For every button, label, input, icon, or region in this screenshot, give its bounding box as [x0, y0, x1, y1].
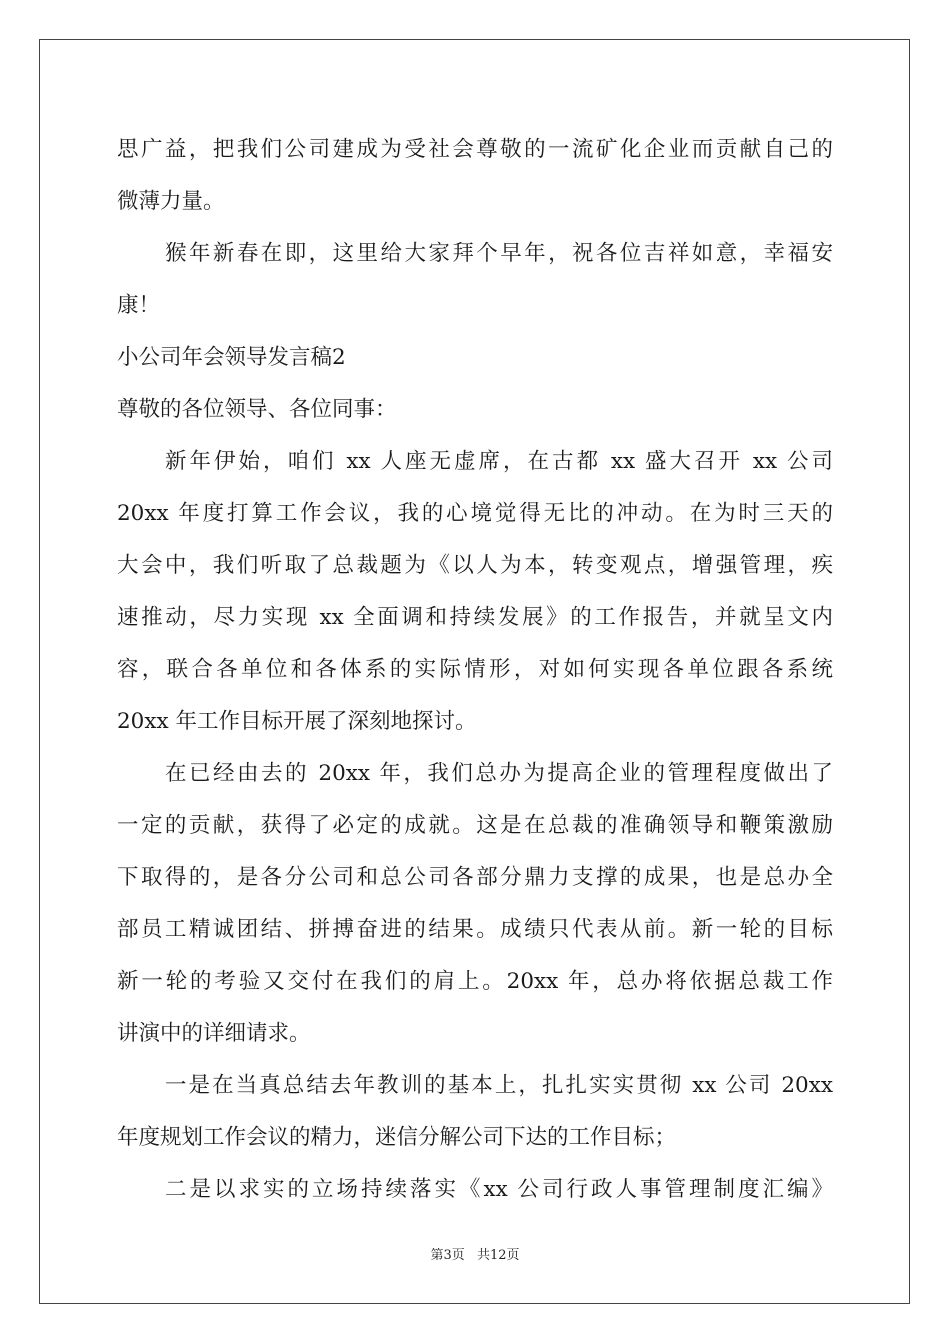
text-line: 猴年新春在即，这里给大家拜个早年，祝各位吉祥如意，幸福安 [165, 241, 833, 266]
text-line: 二是以求实的立场持续落实《xx 公司行政人事管理制度汇编》 [165, 1177, 833, 1202]
text-line: 微薄力量。 [117, 189, 225, 214]
section-heading: 小公司年会领导发言稿2 [117, 345, 346, 370]
page-total: 共12页 [476, 1248, 520, 1263]
text-line: 一定的贡献，获得了必定的成就。这是在总裁的准确领导和鞭策激励 [117, 813, 833, 838]
text-line: 思广益，把我们公司建成为受社会尊敬的一流矿化企业而贡献自己的 [117, 137, 833, 162]
text-line: 大会中，我们听取了总裁题为《以人为本，转变观点，增强管理，疾 [117, 553, 833, 578]
text-line: 20xx 年工作目标开展了深刻地探讨。 [117, 709, 477, 734]
text-line: 在已经由去的 20xx 年，我们总办为提高企业的管理程度做出了 [165, 761, 833, 786]
text-line: 部员工精诚团结、拼搏奋进的结果。成绩只代表从前。新一轮的目标 [117, 917, 833, 942]
document-body [117, 124, 833, 1216]
text-line: 20xx 年度打算工作会议，我的心境觉得无比的冲动。在为时三天的 [117, 501, 833, 526]
text-line: 速推动，尽力实现 xx 全面调和持续发展》的工作报告，并就呈文内 [117, 605, 833, 630]
text-line: 容，联合各单位和各体系的实际情形，对如何实现各单位跟各系统 [117, 657, 833, 682]
salutation: 尊敬的各位领导、各位同事： [117, 397, 397, 422]
text-line: 年度规划工作会议的精力，迷信分解公司下达的工作目标； [117, 1125, 677, 1150]
text-line: 讲演中的详细请求。 [117, 1021, 311, 1046]
page-number: 第3页 [430, 1248, 465, 1263]
text-line: 下取得的，是各分公司和总公司各部分鼎力支撑的成果，也是总办全 [117, 865, 833, 890]
text-line: 一是在当真总结去年教训的基本上，扎扎实实贯彻 xx 公司 20xx [165, 1073, 833, 1098]
text-line: 康！ [117, 293, 161, 318]
text-line: 新一轮的考验又交付在我们的肩上。20xx 年，总办将依据总裁工作 [117, 969, 833, 994]
page-footer [0, 1244, 950, 1263]
text-line: 新年伊始，咱们 xx 人座无虚席，在古都 xx 盛大召开 xx 公司 [165, 449, 833, 474]
